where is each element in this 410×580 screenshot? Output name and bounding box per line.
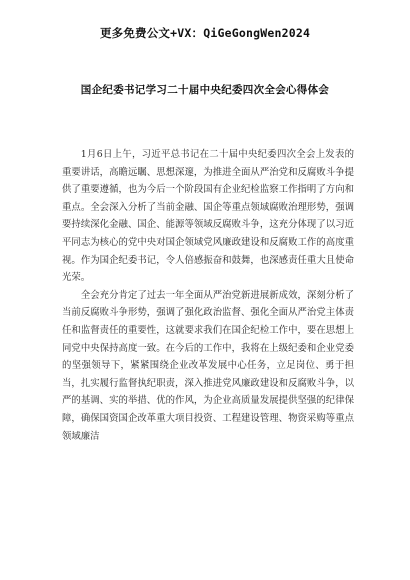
paragraph-1: 1月6日上午，习近平总书记在二十届中央纪委四次全会上发表的重要讲话，高瞻远瞩、思想深邃，为推进全面从严治党和反腐败斗争提供了重要遵循，也为今后一个阶段国有企业纪检监察工作指明了方向和重点。全会深入分析了当前金融、国企等重点领域腐败治理形势，强调要持续深化金融、国企、能源等领域反腐败斗争，这充分体现了以习近平同志为核心的党中央对国企领域党风廉政建设和反腐败工作的高度重视。作为国企纪委书记，令人倍感振奋和鼓舞，也深感责任重大且使命光荣。: [62, 149, 354, 284]
document-body: [62, 146, 354, 445]
document-title: 国企纪委书记学习二十届中央纪委四次全会心得体会: [80, 84, 330, 96]
paragraph-2: 全会充分肯定了过去一年全面从严治党新进展新成效，深刻分析了当前反腐败斗争形势，强调了强化政治监督、强化全面从严治党主体责任和监督责任的重要性，这就要求我们在国企纪检工作中，要在思想上同党中央保持高度一致。在今后的工作中，我将在上级纪委和企业党委的坚强领导下，紧紧围绕企业改革发展中心任务，立足岗位、勇于担当，扎实履行监督执纪职责，深入推进党风廉政建设和反腐败斗争，以严的基调、实的举措、优的作风，为企业高质量发展提供坚强的纪律保障，确保国资国企改革重大项目投资、工程建设管理、物资采购等重点领域廉洁: [62, 289, 354, 442]
header-note: 更多免费公文+VX：QiGeGongWen2024: [99, 26, 311, 40]
